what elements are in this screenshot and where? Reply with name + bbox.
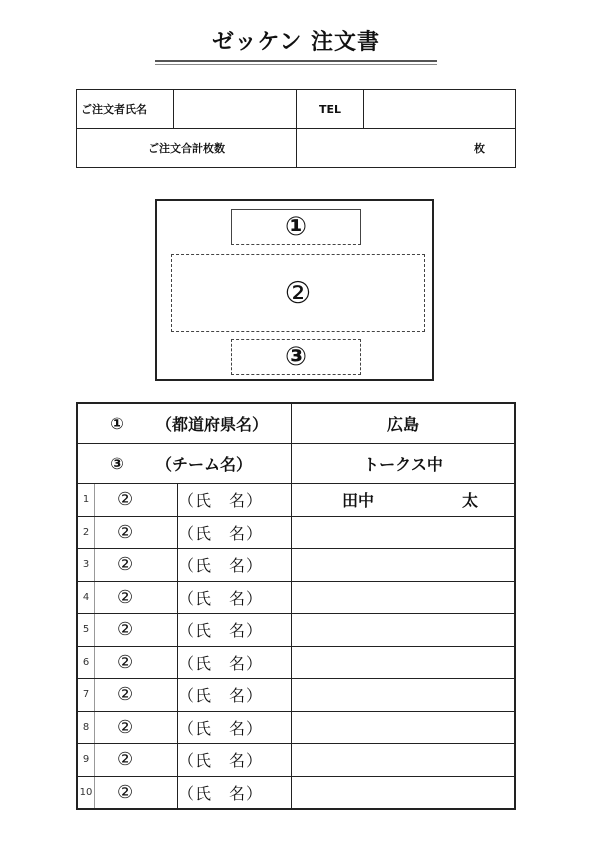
name-marker: ② — [95, 744, 178, 777]
prefecture-field[interactable]: 広島 — [292, 403, 516, 444]
name-marker: ② — [95, 711, 178, 744]
diagram-slot-prefecture: ① — [231, 209, 361, 245]
name-field[interactable] — [292, 516, 516, 549]
team-field[interactable]: トークス中 — [292, 444, 516, 484]
page-title: ゼッケン 注文書 — [211, 30, 381, 55]
name-label: （氏 名） — [178, 516, 292, 549]
diagram-slot-name: ② — [171, 254, 425, 332]
order-info-table — [76, 89, 516, 168]
name-label: （氏 名） — [178, 646, 292, 679]
name-row — [77, 646, 515, 679]
row-number: 8 — [77, 711, 95, 744]
orderer-name-field[interactable] — [174, 90, 297, 129]
name-row — [77, 744, 515, 777]
name-row — [77, 581, 515, 614]
row-number: 10 — [77, 776, 95, 809]
prefecture-label: （都道府県名） — [156, 415, 269, 434]
name-field[interactable] — [292, 679, 516, 712]
title-underline — [155, 60, 437, 62]
name-row — [77, 549, 515, 582]
name-field[interactable] — [292, 581, 516, 614]
name-marker: ② — [95, 776, 178, 809]
name-marker: ② — [95, 516, 178, 549]
name-label: （氏 名） — [178, 549, 292, 582]
name-marker: ② — [95, 646, 178, 679]
tel-field[interactable] — [364, 90, 516, 129]
team-label: （チーム名） — [156, 455, 253, 474]
total-count-field[interactable] — [297, 129, 516, 168]
name-row — [77, 614, 515, 647]
last-name-value: 田中 — [342, 491, 375, 511]
name-field[interactable] — [292, 549, 516, 582]
row-number: 9 — [77, 744, 95, 777]
prefecture-row — [77, 403, 515, 444]
row-number: 3 — [77, 549, 95, 582]
team-row — [77, 444, 515, 484]
name-label: （氏 名） — [178, 744, 292, 777]
name-field[interactable] — [292, 646, 516, 679]
row-number: 7 — [77, 679, 95, 712]
name-label: （氏 名） — [178, 484, 292, 517]
team-marker: ③ — [110, 454, 124, 473]
name-marker: ② — [95, 614, 178, 647]
name-field[interactable] — [292, 776, 516, 809]
name-marker: ② — [95, 484, 178, 517]
name-marker: ② — [95, 581, 178, 614]
total-count-label: ご注文合計枚数 — [77, 129, 297, 168]
orderer-name-label: ご注文者氏名 — [77, 90, 174, 129]
name-row — [77, 516, 515, 549]
name-label: （氏 名） — [178, 614, 292, 647]
bib-layout-diagram — [155, 199, 434, 381]
row-number: 6 — [77, 646, 95, 679]
name-label: （氏 名） — [178, 711, 292, 744]
name-row — [77, 484, 515, 517]
row-number: 1 — [77, 484, 95, 517]
name-row — [77, 711, 515, 744]
name-marker: ② — [95, 679, 178, 712]
name-field[interactable] — [292, 614, 516, 647]
row-number: 4 — [77, 581, 95, 614]
row-number: 2 — [77, 516, 95, 549]
prefecture-marker: ① — [110, 414, 124, 433]
name-row — [77, 776, 515, 809]
first-name-value: 太 — [461, 491, 478, 511]
title-underline-thin — [155, 64, 437, 65]
name-row — [77, 679, 515, 712]
total-count-unit: 枚 — [474, 142, 485, 155]
name-label: （氏 名） — [178, 581, 292, 614]
diagram-slot-team: ③ — [231, 339, 361, 375]
name-field[interactable] — [292, 711, 516, 744]
tel-label: TEL — [297, 90, 364, 129]
row-number: 5 — [77, 614, 95, 647]
name-label: （氏 名） — [178, 679, 292, 712]
bib-entry-table — [76, 402, 516, 810]
name-field[interactable] — [292, 484, 516, 517]
name-field[interactable] — [292, 744, 516, 777]
name-label: （氏 名） — [178, 776, 292, 809]
name-marker: ② — [95, 549, 178, 582]
